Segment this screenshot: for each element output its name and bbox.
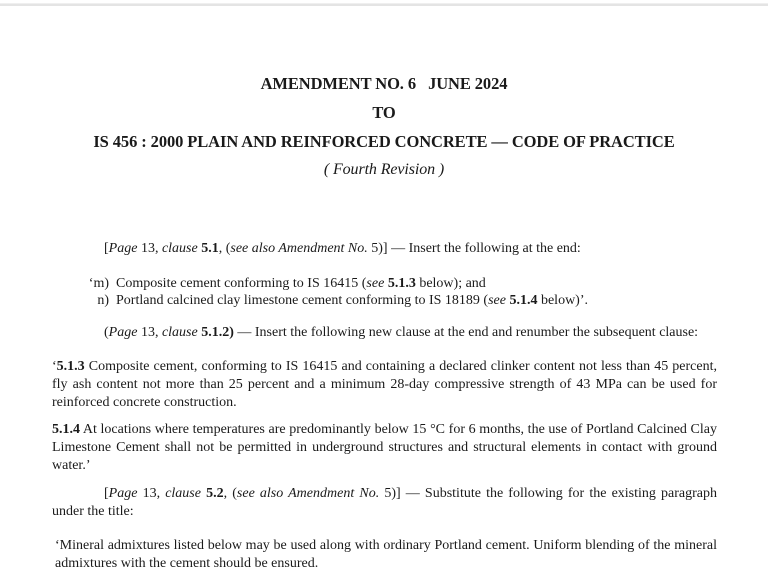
- list-item-n: [78, 292, 728, 309]
- amendment-title: AMENDMENT NO. 6 JUNE 2024: [260, 74, 508, 93]
- clause-label: clause: [165, 486, 201, 501]
- separator: , (: [218, 241, 231, 256]
- see-label: see: [488, 293, 506, 308]
- see-also-ref: see also Amendment No.: [236, 486, 380, 501]
- bracket: [: [104, 486, 109, 501]
- clause-5-1-4: [52, 421, 717, 475]
- cement-list: [78, 275, 728, 309]
- list-marker: [78, 292, 109, 309]
- list-item-text: [109, 292, 588, 309]
- clause-text: Composite cement, conforming to IS 16415 and containing a declared clinker content not less than 45 percent, fly ash content not more than 25 percent and a minimum 28-day compressive strength of 43 MPa can be used for reinforced concrete construction.: [52, 359, 717, 410]
- clause-text: At locations where temperatures are predominantly below 15 °C for 6 months, the use of Portland Calcined Clay Limestone Cement shall not be permitted in underground structures and structural elements in contact with ground water.’: [52, 422, 717, 473]
- clause-label: clause: [161, 241, 198, 256]
- instruction-text: — Insert the following new clause at the end and renumber the subsequent clause:: [233, 325, 699, 340]
- item-text: Composite cement conforming to IS 16415 (: [116, 276, 367, 291]
- list-item-m: [78, 275, 728, 292]
- item-text-end: below)’.: [537, 293, 589, 308]
- page-number: 13,: [137, 241, 162, 256]
- marker-text: ‘m): [88, 276, 109, 291]
- clause-number: 5.2: [200, 486, 224, 501]
- separator: , (: [223, 486, 237, 501]
- title-to: TO: [372, 103, 396, 122]
- clause-number: 5.1.3: [56, 359, 85, 374]
- clause-ref: 5.1.3: [384, 276, 416, 291]
- revision-subtitle: ( Fourth Revision ): [323, 161, 445, 178]
- page-number: 13,: [137, 325, 162, 340]
- clause-number: 5.1.4: [52, 422, 80, 437]
- see-label: see: [366, 276, 385, 291]
- open-quote: ‘: [52, 359, 57, 374]
- see-also-ref: see also Amendment No.: [230, 241, 368, 256]
- bracket: [: [104, 241, 109, 256]
- list-item-text: [109, 275, 486, 292]
- page-number: 13,: [137, 486, 166, 501]
- page-label: Page: [108, 486, 138, 501]
- instruction-clause-5-1-2: [104, 324, 724, 342]
- instruction-clause-5-1: [104, 240, 724, 258]
- clause-ref: 5.1.4: [505, 293, 538, 308]
- item-text: Portland calcined clay limestone cement conforming to IS 18189 (: [116, 293, 489, 308]
- clause-number: 5.1: [197, 241, 219, 256]
- clause-number: 5.1.2): [197, 325, 234, 340]
- page-label: Page: [108, 241, 138, 256]
- clause-5-1-3: [52, 358, 717, 412]
- instruction-text: 5)] — Insert the following at the end:: [367, 241, 581, 256]
- clause-label: clause: [161, 325, 198, 340]
- instruction-text: 5)] — Substitute the following for the existing paragraph under the title:: [52, 486, 717, 519]
- page-label: Page: [108, 325, 138, 340]
- viewer-top-border: [0, 3, 768, 6]
- standard-title: IS 456 : 2000 PLAIN AND REINFORCED CONCRETE — CODE OF PRACTICE: [93, 132, 675, 151]
- instruction-clause-5-2: [52, 485, 717, 521]
- mineral-admixtures-paragraph: ‘Mineral admixtures listed below may be used along with ordinary Portland cement. Uniform blending of the mineral admixtures with the cement should be ensured.: [55, 538, 717, 571]
- marker-text: n): [97, 293, 109, 308]
- item-text-end: below); and: [415, 276, 486, 291]
- list-marker: [78, 275, 109, 292]
- paren: (: [104, 325, 109, 340]
